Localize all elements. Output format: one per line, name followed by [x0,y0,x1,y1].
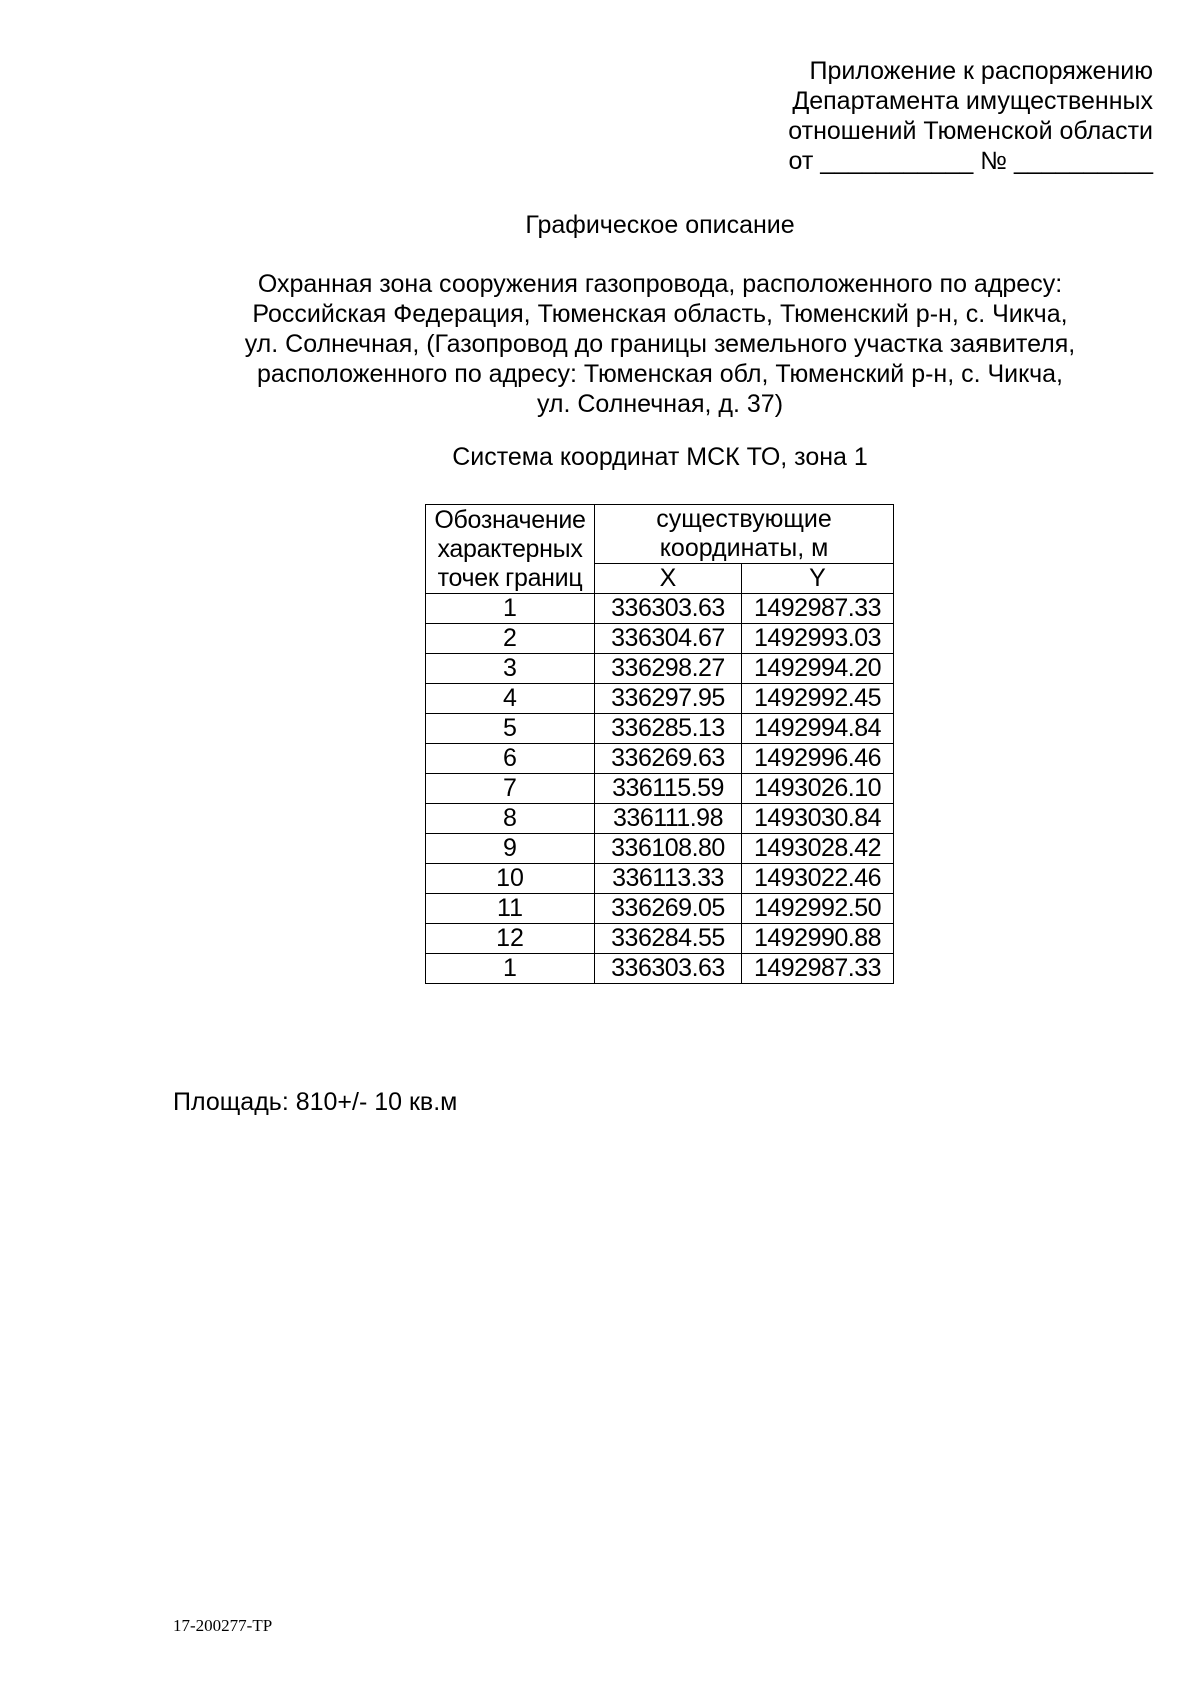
zone-description-line: Российская Федерация, Тюменская область, Тюменский р-н, с. Чикча, [252,300,1068,328]
y-coordinate-cell: 1493022.46 [742,864,894,894]
table-row [426,594,894,624]
table-row [426,744,894,774]
y-coordinate-cell: 1492993.03 [742,624,894,654]
zone-description-line: расположенного по адресу: Тюменская обл, Тюменский р-н, с. Чикча, [257,360,1063,388]
table-row [426,864,894,894]
appendix-header-line: Приложение к распоряжению [809,57,1153,85]
x-coordinate-cell: 336115.59 [595,774,742,804]
document-code: 17-200277-ТР [173,1616,273,1635]
x-coordinate-cell: 336284.55 [595,924,742,954]
table-row [426,894,894,924]
y-coordinate-cell: 1492994.84 [742,714,894,744]
x-coordinate-cell: 336298.27 [595,654,742,684]
point-number-cell: 7 [426,774,595,804]
x-coordinate-cell: 336303.63 [595,954,742,984]
coords-header-line: существующие [656,505,832,533]
x-coordinate-cell: 336269.05 [595,894,742,924]
zone-description-line: Охранная зона сооружения газопровода, расположенного по адресу: [257,270,1063,298]
y-coordinate-cell: 1493026.10 [742,774,894,804]
point-number-cell: 1 [426,594,595,624]
y-coordinate-cell: 1492990.88 [742,924,894,954]
point-number-cell: 1 [426,954,595,984]
point-number-cell: 6 [426,744,595,774]
y-coordinate-cell: 1492987.33 [742,594,894,624]
point-number-cell: 12 [426,924,595,954]
point-number-cell: 5 [426,714,595,744]
y-coordinate-cell: 1492994.20 [742,654,894,684]
point-header-line: Обозначение [434,505,586,534]
coordinates-table [425,504,894,984]
table-row [426,804,894,834]
existing-coordinates-header [595,505,894,564]
y-coordinate-cell: 1492987.33 [742,954,894,984]
x-coordinate-cell: 336303.63 [595,594,742,624]
x-coordinate-cell: 336111.98 [595,804,742,834]
appendix-header-line: Департамента имущественных [792,87,1153,115]
table-row [426,774,894,804]
point-number-cell: 2 [426,624,595,654]
coords-header-line: координаты, м [659,534,829,562]
x-coordinate-cell: 336108.80 [595,834,742,864]
point-number-cell: 9 [426,834,595,864]
table-row [426,684,894,714]
y-coordinate-cell: 1493028.42 [742,834,894,864]
table-row [426,714,894,744]
y-coordinate-cell: 1492996.46 [742,744,894,774]
area-value: Площадь: 810+/- 10 кв.м [173,1088,458,1116]
y-coordinate-cell: 1492992.50 [742,894,894,924]
point-header-line: характерных [437,534,583,563]
point-number-cell: 10 [426,864,595,894]
x-column-header: X [595,564,742,594]
appendix-header-line: отношений Тюменской области [788,117,1153,145]
x-coordinate-cell: 336113.33 [595,864,742,894]
table-header-row [426,505,894,564]
y-column-header: Y [742,564,894,594]
zone-description [120,269,1200,419]
point-number-cell: 8 [426,804,595,834]
table-row [426,924,894,954]
y-coordinate-cell: 1493030.84 [742,804,894,834]
table-row [426,654,894,684]
point-number-cell: 11 [426,894,595,924]
zone-description-line: ул. Солнечная, (Газопровод до границы земельного участка заявителя, [244,330,1076,358]
x-coordinate-cell: 336297.95 [595,684,742,714]
coordinates-table-body [426,594,894,984]
point-number-cell: 3 [426,654,595,684]
x-coordinate-cell: 336269.63 [595,744,742,774]
zone-description-line: ул. Солнечная, д. 37) [536,390,784,418]
coordinate-system-label: Система координат МСК ТО, зона 1 [452,443,868,471]
point-number-cell: 4 [426,684,595,714]
y-coordinate-cell: 1492992.45 [742,684,894,714]
document-title: Графическое описание [525,211,795,239]
x-coordinate-cell: 336285.13 [595,714,742,744]
table-row [426,954,894,984]
appendix-header [788,56,1153,176]
table-row [426,624,894,654]
point-header-line: точек границ [437,563,583,592]
appendix-header-date-number-line: от ___________ № __________ [788,147,1153,175]
point-designation-header [426,505,595,594]
table-row [426,834,894,864]
x-coordinate-cell: 336304.67 [595,624,742,654]
